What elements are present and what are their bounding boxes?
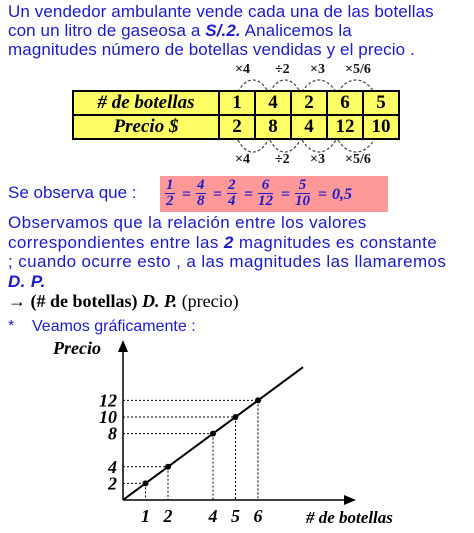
intro-line-2b: Analicemos la	[240, 21, 352, 40]
equals-sign: =	[318, 186, 328, 203]
x-tick-label: 2	[163, 506, 173, 526]
y-axis-arrow-icon	[118, 340, 128, 352]
y-tick-label: 10	[99, 407, 117, 427]
magnitude-count: 2	[223, 232, 234, 252]
dp-left: (# de botellas)	[30, 291, 138, 311]
numerator: 2	[228, 177, 236, 193]
dp-statement	[8, 291, 239, 312]
denominator: 10	[295, 193, 310, 209]
equals-sign: =	[244, 186, 254, 203]
row-label-bottles: # de botellas	[73, 91, 219, 115]
numerator: 1	[166, 177, 174, 193]
ratio-result: 0,5	[332, 186, 352, 203]
row-label-price: Precio $	[73, 115, 219, 139]
data-point	[233, 414, 239, 420]
table-cell: 12	[327, 115, 363, 139]
intro-line-3: magnitudes número de botellas vendidas y el precio .	[8, 40, 415, 59]
y-tick-label: 12	[99, 390, 117, 411]
dp-right: (precio)	[181, 291, 239, 311]
graph-intro-text: Veamos gráficamente :	[32, 318, 196, 335]
table-cell: 2	[291, 91, 327, 115]
operator-top-3: ×3	[310, 62, 325, 77]
x-axis-arrow-icon	[344, 495, 356, 505]
operator-bottom-4: ×5/6	[345, 152, 371, 167]
bullet-icon: *	[8, 318, 15, 335]
observe-label: Se observa que :	[8, 183, 137, 202]
intro-line-2a: con un litro de gaseosa a	[8, 21, 206, 40]
data-point	[255, 397, 261, 403]
operator-bottom-3: ×3	[310, 152, 325, 167]
denominator: 4	[228, 193, 236, 209]
table-row-bottles	[73, 91, 399, 115]
equals-sign: =	[182, 186, 192, 203]
conclusion-line-2a: correspondientes entre las	[8, 232, 224, 252]
table-cell: 6	[327, 91, 363, 115]
fraction	[196, 178, 206, 209]
conclusion-line-3: ; cuando ocurre esto , a las magnitudes las llamaremos	[8, 252, 447, 271]
operator-top-1: ×4	[235, 62, 250, 77]
table-cell: 10	[363, 115, 399, 139]
conclusion-paragraph	[8, 213, 470, 291]
denominator: 2	[166, 193, 174, 209]
equals-sign: =	[281, 186, 291, 203]
numerator: 5	[295, 178, 310, 194]
operator-top-2: ÷2	[275, 62, 290, 77]
operator-bottom-2: ÷2	[275, 152, 290, 167]
fraction	[258, 178, 273, 209]
conclusion-line-1: Observamos que la relación entre los valores	[8, 213, 367, 232]
operator-top-4: ×5/6	[345, 62, 371, 77]
table-cell: 2	[219, 115, 255, 139]
x-axis-label: # de botellas	[306, 508, 393, 527]
data-point	[210, 431, 216, 437]
dp-mid: D. P.	[142, 291, 178, 311]
arrow-icon: →	[8, 291, 26, 311]
data-point	[143, 480, 149, 486]
y-tick-label: 8	[108, 423, 117, 444]
table-cell: 5	[363, 91, 399, 115]
fraction	[165, 178, 175, 209]
table-cell: 8	[255, 115, 291, 139]
intro-line-1: Un vendedor ambulante vende cada una de las botellas	[8, 2, 434, 21]
table-cell: 1	[219, 91, 255, 115]
y-tick-label: 2	[108, 473, 117, 494]
conclusion-line-2b: magnitudes es constante	[233, 232, 438, 252]
table-row-price	[73, 115, 399, 139]
price-value: S/.2.	[205, 21, 241, 40]
ratio-equation	[160, 176, 388, 212]
table-cell: 4	[291, 115, 327, 139]
x-tick-label: 4	[208, 506, 218, 526]
table-cell: 4	[255, 91, 291, 115]
fraction	[227, 178, 237, 209]
operator-bottom-1: ×4	[235, 152, 250, 167]
values-table	[72, 90, 400, 140]
denominator: 12	[258, 193, 273, 209]
x-tick-label: 1	[141, 506, 150, 526]
numerator: 6	[258, 178, 273, 194]
denominator: 8	[197, 193, 205, 209]
x-tick-label: 6	[253, 506, 263, 526]
y-tick-label: 4	[108, 456, 117, 477]
data-point	[165, 464, 171, 470]
dp-term: D. P.	[8, 271, 46, 291]
proportionality-chart	[0, 330, 474, 533]
fraction	[295, 178, 310, 209]
y-axis-label: Precio	[53, 338, 101, 358]
numerator: 4	[197, 177, 205, 193]
x-tick-label: 5	[231, 506, 240, 526]
equals-sign: =	[213, 186, 223, 203]
